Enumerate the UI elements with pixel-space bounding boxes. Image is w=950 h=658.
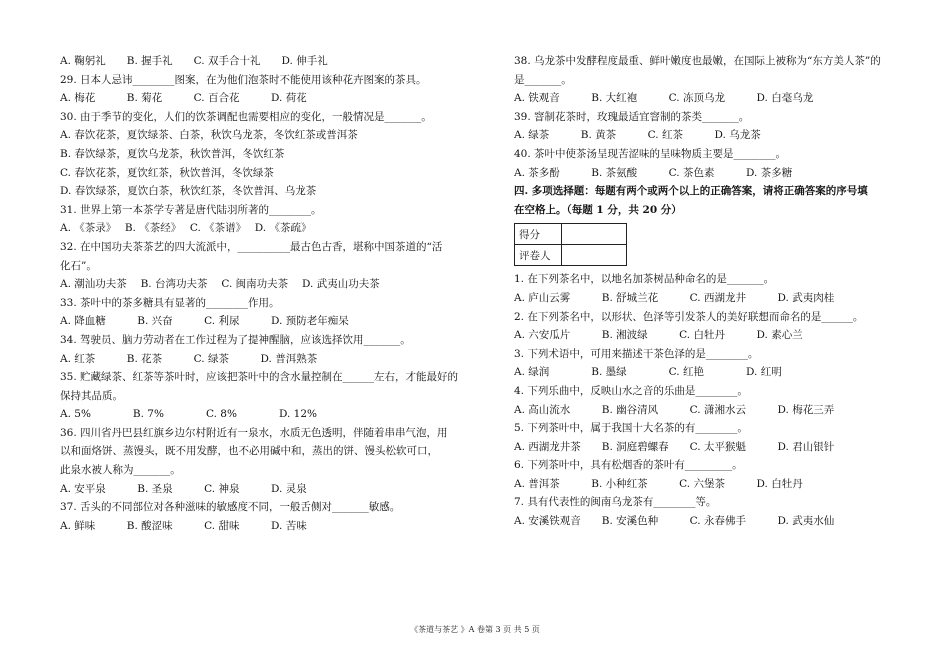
option-30-a: A. 春饮花茶，夏饮绿茶、白茶，秋饮乌龙茶，冬饮红茶或普洱茶 — [60, 129, 358, 142]
options-29: A. 梅花 B. 菊花 C. 百合花 D. 荷花 — [60, 92, 307, 105]
question-30: 30. 由于季节的变化，人们的饮茶调配也需要相应的变化，一般情况是_______。 — [60, 110, 432, 123]
options-35: A. 5% B. 7% C. 8% D. 12% — [60, 408, 318, 421]
question-35-cont: 保持其品质。 — [60, 389, 123, 402]
mc-options-5: A. 西湖龙井茶 B. 洞庭碧螺春 C. 太平猴魁 D. 君山银针 — [514, 440, 835, 453]
question-38-cont: 是_______。 — [514, 73, 572, 86]
mc-question-4: 4. 下列乐曲中，反映山水之音的乐曲是________。 — [514, 384, 748, 397]
right-column — [514, 52, 894, 531]
mc-options-6: A. 普洱茶 B. 小种红茶 C. 六堡茶 D. 白牡丹 — [514, 477, 803, 490]
question-35: 35. 贮藏绿茶、红茶等茶叶时，应该把茶叶中的含水量控制在______左右，才能最好的 — [60, 371, 459, 384]
options-34: A. 红茶 B. 花茶 C. 绿茶 D. 普洱熟茶 — [60, 352, 318, 365]
question-36-cont2: 此泉水被人称为_______。 — [60, 464, 181, 477]
mc-question-6: 6. 下列茶叶中，具有松烟香的茶叶有_________。 — [514, 459, 743, 472]
options-33: A. 降血糖 B. 兴奋 C. 利尿 D. 预防老年痴呆 — [60, 315, 349, 328]
mc-options-4: A. 高山流水 B. 幽谷清风 C. 潇湘水云 D. 梅花三弄 — [514, 403, 835, 416]
question-33: 33. 茶叶中的茶多糖具有显著的________作用。 — [60, 296, 280, 309]
page-footer: 《茶道与茶艺 》A 卷第 3 页 共 5 页 — [410, 625, 540, 634]
options-32: A. 潮汕功夫茶 B. 台湾功夫茶 C. 闽南功夫茶 D. 武夷山功夫茶 — [60, 278, 380, 291]
mc-question-5: 5. 下列茶叶中，属于我国十大名茶的有________。 — [514, 422, 748, 435]
mc-question-1: 1. 在下列茶名中，以地名加茶树品种命名的是_______。 — [514, 273, 775, 286]
option-30-c: C. 春饮花茶，夏饮红茶，秋饮普洱，冬饮绿茶 — [60, 166, 274, 179]
question-31: 31. 世界上第一本茶学专著是唐代陆羽所著的________。 — [60, 203, 322, 216]
option-30-d: D. 春饮绿茶，夏饮白茶，秋饮红茶，冬饮普洱、乌龙茶 — [60, 185, 317, 198]
question-29: 29. 日本人忌讳________图案，在为他们泡茶时不能使用该种花卉图案的茶具。 — [60, 73, 427, 86]
section-title-cont: 在空格上。（每题 1 分，共 20 分） — [514, 203, 682, 216]
options-36: A. 安平泉 B. 圣泉 C. 神泉 D. 灵泉 — [60, 482, 307, 495]
text-line: A. 鞠躬礼 B. 握手礼 C. 双手合十礼 D. 伸手礼 — [60, 55, 328, 67]
mc-options-1: A. 庐山云雾 B. 舒城兰花 C. 西湖龙井 D. 武夷肉桂 — [514, 291, 835, 304]
mc-options-2: A. 六安瓜片 B. 湘波绿 C. 白牡丹 D. 素心兰 — [514, 329, 803, 342]
mc-question-2: 2. 在下列茶名中，以形状、色泽等引发茶人的美好联想而命名的是______。 — [514, 310, 864, 323]
grader-value-cell[interactable] — [562, 245, 627, 266]
mc-options-3: A. 绿润 B. 墨绿 C. 红艳 D. 红明 — [514, 366, 782, 379]
options-39: A. 绿茶 B. 黄茶 C. 红茶 D. 乌龙茶 — [514, 129, 761, 142]
score-table — [514, 223, 627, 266]
left-column — [60, 52, 470, 535]
options-37: A. 鲜味 B. 酸涩味 C. 甜味 D. 苦味 — [60, 519, 307, 532]
question-32-cont: 化石”。 — [60, 259, 97, 272]
question-40: 40. 茶叶中使茶汤呈现苦涩味的呈味物质主要是________。 — [514, 147, 787, 160]
mc-question-7: 7. 具有代表性的闽南乌龙茶有________等。 — [514, 496, 717, 509]
mc-options-7: A. 安溪铁观音 B. 安溪色种 C. 永春佛手 D. 武夷水仙 — [514, 515, 835, 528]
question-36: 36. 四川省丹巴县红旗乡边尔村附近有一泉水，水质无色透明，伴随着串串气泡，用 — [60, 426, 448, 439]
options-38: A. 铁观音 B. 大红袍 C. 冻顶乌龙 D. 白毫乌龙 — [514, 92, 814, 105]
score-label: 得分 — [515, 224, 562, 245]
question-36-cont1: 以和面烙饼、蒸馒头，既不用发酵，也不必用碱中和，蒸出的饼、馒头松软可口， — [60, 445, 438, 458]
mc-question-3: 3. 下列术语中，可用来描述干茶色泽的是________。 — [514, 347, 759, 360]
grader-label: 评卷人 — [515, 245, 562, 266]
option-30-b: B. 春饮绿茶，夏饮乌龙茶，秋饮普洱，冬饮红茶 — [60, 147, 285, 160]
section-title: 四. 多项选择题：每题有两个或两个以上的正确答案，请将正确答案的序号填 — [514, 185, 868, 198]
question-39: 39. 窨制花茶时，玫瑰最适宜窨制的茶类_______。 — [514, 110, 750, 123]
options-40: A. 茶多酚 B. 茶氨酸 C. 茶色素 D. 茶多糖 — [514, 166, 793, 179]
question-34: 34. 驾驶员、脑力劳动者在工作过程为了提神醒脑，应该选择饮用_______。 — [60, 333, 411, 346]
question-32: 32. 在中国功夫茶茶艺的四大流派中，__________最古色古香，堪称中国茶道的“活 — [60, 240, 443, 253]
options-31: A. 《茶录》 B. 《茶经》 C. 《茶谱》 D. 《茶疏》 — [60, 222, 312, 235]
question-37: 37. 舌头的不同部位对各种滋味的敏感度不同，一般舌侧对_______敏感。 — [60, 501, 401, 514]
score-value-cell[interactable] — [562, 224, 627, 245]
question-38: 38. 乌龙茶中发酵程度最重、鲜叶嫩度也最嫩，在国际上被称为“东方美人茶”的 — [514, 55, 881, 67]
